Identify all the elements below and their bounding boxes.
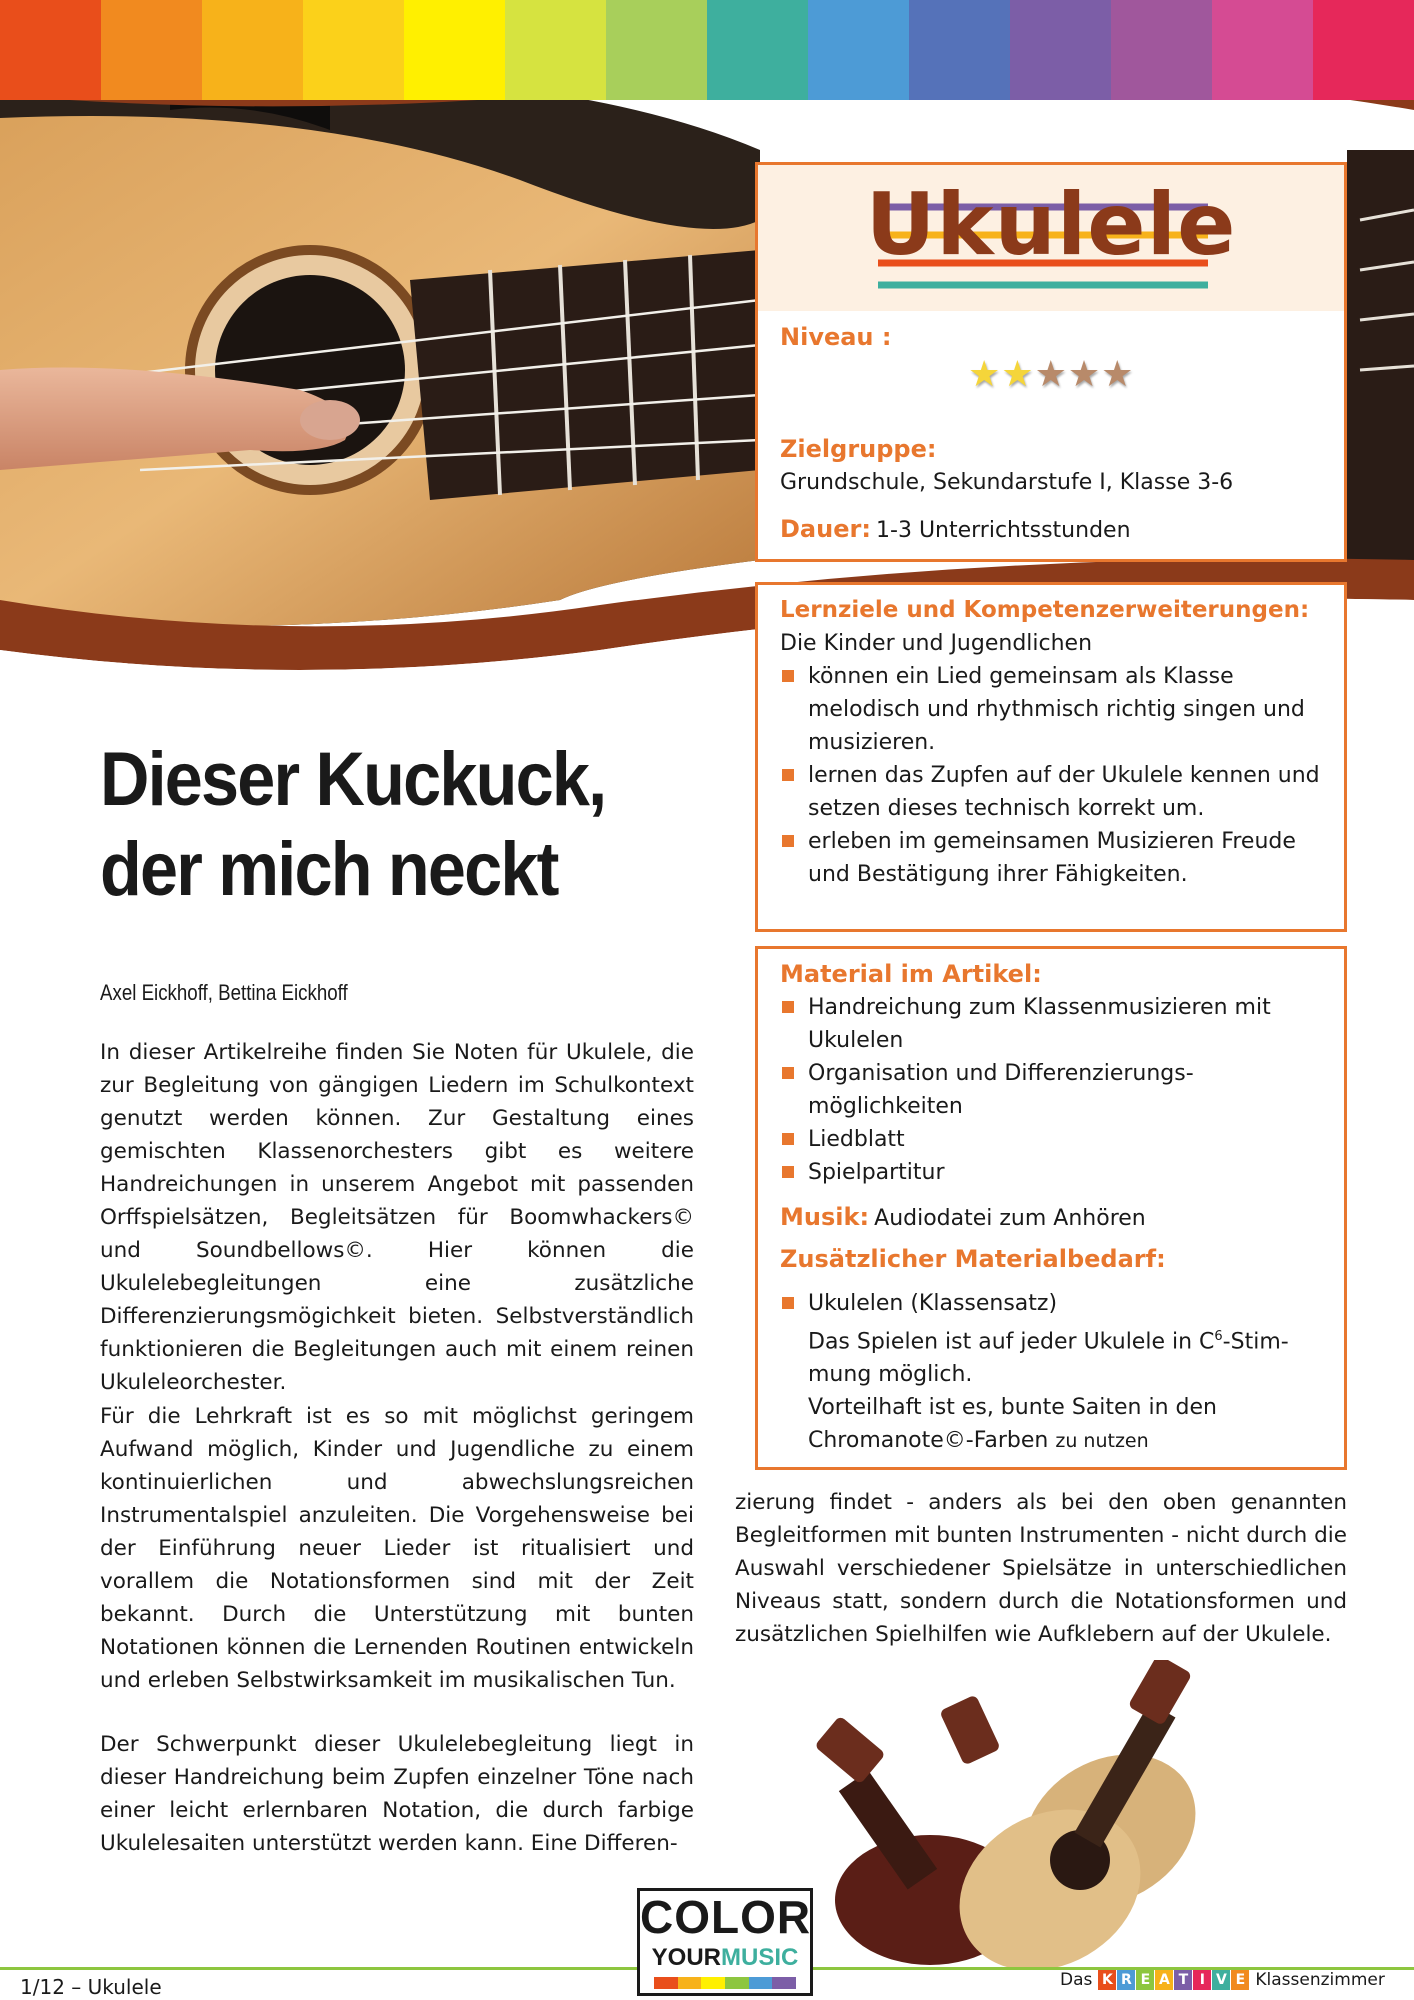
ukulele-logo <box>758 165 1344 311</box>
paragraph-4: zierung findet - anders als bei den oben genannten Begleitformen mit bunten Instrumenten - nicht durch die Auswahl verschiedener Spielsätze in unterschiedlichen Niveaus statt, sondern durch die Notationsformen und zusätzlichen Spielhilfen wie Aufklebern auf der Ukulele. <box>735 1490 1347 1647</box>
rainbow-segment <box>404 0 505 100</box>
material-list <box>780 991 1322 1189</box>
lernziele-panel <box>755 582 1347 932</box>
paragraph-3: Der Schwerpunkt dieser Ukulelebegleitung liegt in dieser Handreichung beim Zupfen einzelner Töne nach einer leicht erlernbaren Notation, die durch farbige Ukulelesaiten unterstützt werden kann. Eine Differen- <box>100 1732 694 1856</box>
rainbow-segment <box>202 0 303 100</box>
list-item: Organisation und Differenzierungs-möglichkeiten <box>780 1057 1322 1123</box>
rainbow-segment <box>909 0 1010 100</box>
brand-colorbar <box>654 1977 796 1989</box>
paragraph-1: In dieser Artikelreihe finden Sie Noten für Ukulele, die zur Begleitung von gängigen Liedern im Schulkontext genutzt werden können. Zur Gestaltung eines gemischten Klassenorchesters gibt es weitere Handreichungen in unserem Angebot mit passenden Orffspielsätzen, Begleitsätzen für Boomwhackers© und Soundbellows©. Hier können die Ukulelebegleitungen eine zusätzliche Differenzierungsmögichkeit bieten. Selbstverständlich funktionieren die Begleitungen auch mit einem reinen Ukuleleorchester. <box>100 1040 694 1395</box>
material-heading: Material im Artikel: <box>780 960 1042 988</box>
rainbow-segment <box>606 0 707 100</box>
publisher-letter: T <box>1174 1970 1192 1990</box>
rainbow-segment <box>0 0 101 100</box>
zusatz-line1-post: -Stim-mung möglich. <box>808 1329 1289 1388</box>
publisher-pre: Das <box>1060 1970 1093 1990</box>
rainbow-segment <box>1212 0 1313 100</box>
publisher-letter: E <box>1231 1970 1249 1990</box>
zusatz-list <box>780 1287 1322 1458</box>
lernziele-heading: Lernziele und Kompetenzerweiterungen: <box>780 597 1310 623</box>
publisher-letter: E <box>1136 1970 1154 1990</box>
color-your-music-logo <box>637 1888 813 1996</box>
list-item: erleben im gemeinsamen Musizieren Freude und Bestätigung ihrer Fähigkeiten. <box>780 825 1322 891</box>
zielgruppe-label: Zielgruppe: <box>780 435 937 463</box>
dauer-row <box>780 515 1131 543</box>
list-item: lernen das Zupfen auf der Ukulele kennen und setzen dieses technisch korrekt um. <box>780 759 1322 825</box>
ukuleles-illustration <box>810 1660 1250 1970</box>
niveau-stars <box>968 354 1134 395</box>
paragraph-2: Für die Lehrkraft ist es so mit möglichst geringem Aufwand möglich, Kinder und Jugendliche zu einem kontinuierlichen und abwechslungsreichen Instrumentalspiel anzuleiten. Die Vorgehensweise bei der Einführung neuer Lieder ist ritualisiert und vorallem die Notationsformen sind mit der Zeit bekannt. Durch die Unterstützung mit bunten Notationen können die Lernenden Routinen entwickeln und erleben Selbstwirksamkeit im musikalischen Tun. <box>100 1404 694 1693</box>
zusatz-line1-sup: 6 <box>1214 1329 1223 1344</box>
brand-bottom-a: YOUR <box>651 1944 721 1971</box>
rainbow-segment <box>101 0 202 100</box>
list-item: Liedblatt <box>780 1123 1322 1156</box>
musik-row <box>780 1203 1322 1231</box>
page-number: 1/12 – Ukulele <box>20 1975 162 1999</box>
material-panel <box>755 946 1347 1470</box>
rainbow-segment <box>808 0 909 100</box>
zielgruppe-value: Grundschule, Sekundarstufe I, Klasse 3-6 <box>780 470 1234 495</box>
star-empty-icon: ★ <box>1034 354 1067 395</box>
rainbow-segment <box>505 0 606 100</box>
list-item: Handreichung zum Klassenmusizieren mit Ukulelen <box>780 991 1322 1057</box>
publisher-letter: R <box>1117 1970 1135 1990</box>
musik-label: Musik: <box>780 1203 870 1231</box>
publisher-letter: V <box>1212 1970 1230 1990</box>
dauer-label: Dauer: <box>780 515 871 543</box>
zusatz-heading: Zusätzlicher Materialbedarf: <box>780 1245 1166 1273</box>
list-item: Spielpartitur <box>780 1156 1322 1189</box>
rainbow-segment <box>1010 0 1111 100</box>
rainbow-segment <box>707 0 808 100</box>
musik-value: Audiodatei zum Anhören <box>874 1206 1146 1231</box>
star-filled-icon: ★ <box>1001 354 1034 395</box>
zusatz-line2-small: zu nutzen <box>1055 1430 1149 1453</box>
brand-bottom-b: MUSIC <box>721 1944 799 1971</box>
rainbow-segment <box>1313 0 1414 100</box>
publisher-logo <box>1060 1970 1385 1990</box>
rainbow-strip <box>0 0 1414 100</box>
article-title <box>100 735 605 915</box>
zusatz-item-title: Ukulelen (Klassensatz) <box>808 1291 1058 1316</box>
zusatz-line2: Vorteilhaft ist es, bunte Saiten in den Chromanote©-Farben <box>808 1395 1217 1454</box>
dauer-value: 1-3 Unterrichtsstunden <box>876 518 1131 543</box>
niveau-label: Niveau : <box>780 323 892 351</box>
logo-title: Ukulele <box>865 175 1237 275</box>
title-line-2: der mich neckt <box>100 827 558 912</box>
publisher-letter: I <box>1193 1970 1211 1990</box>
publisher-post: Klassenzimmer <box>1255 1970 1385 1990</box>
lernziele-intro: Die Kinder und Jugendlichen <box>780 631 1093 656</box>
publisher-letter: K <box>1098 1970 1116 1990</box>
info-box <box>755 162 1347 562</box>
title-line-1: Dieser Kuckuck, <box>100 737 606 822</box>
list-item <box>780 1287 1322 1458</box>
list-item: können ein Lied gemeinsam als Klasse melodisch und rhythmisch richtig singen und musizieren. <box>780 660 1322 759</box>
brand-bottom <box>640 1943 810 1973</box>
lernziele-list <box>780 660 1322 891</box>
zusatz-line1-pre: Das Spielen ist auf jeder Ukulele in C <box>808 1329 1215 1355</box>
authors: Axel Eickhoff, Bettina Eickhoff <box>100 980 348 1005</box>
brand-top: COLOR <box>640 1891 812 1943</box>
publisher-letters <box>1098 1970 1249 1990</box>
star-empty-icon: ★ <box>1101 354 1134 395</box>
publisher-letter: A <box>1155 1970 1173 1990</box>
star-empty-icon: ★ <box>1067 354 1101 395</box>
rainbow-segment <box>303 0 404 100</box>
rainbow-segment <box>1111 0 1212 100</box>
star-filled-icon: ★ <box>968 354 1001 395</box>
